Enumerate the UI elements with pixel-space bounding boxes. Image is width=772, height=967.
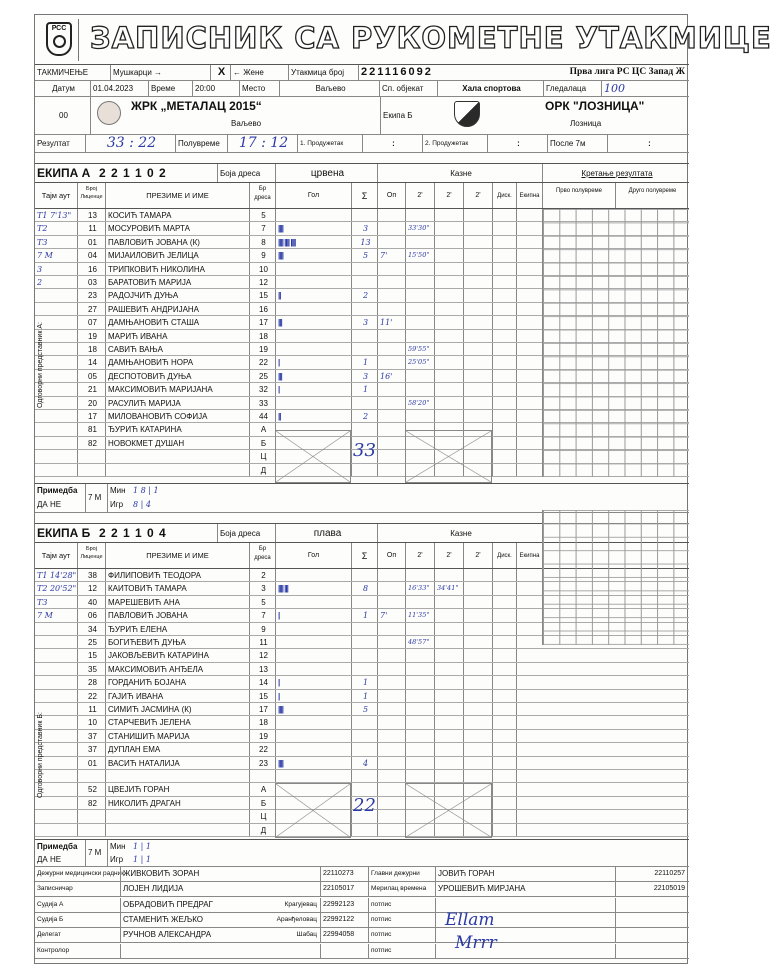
team-b-code: 2 2 1 1 0 4 <box>99 526 167 540</box>
home-crest-icon <box>97 101 121 125</box>
note-a-label: Примедба <box>37 486 78 495</box>
col-suspension-2-b: 2' <box>434 543 463 568</box>
team-a-note-row <box>35 483 689 513</box>
gender-mark: X <box>210 65 230 80</box>
match-number: 221116092 <box>358 65 453 80</box>
shield-icon <box>46 22 72 56</box>
team-b-penalties-label: Казне <box>377 524 542 542</box>
time-value: 20:00 <box>192 81 239 96</box>
note-a-igr-value: 8 | 4 <box>133 500 151 509</box>
team-a-color: црвена <box>275 164 377 182</box>
place-value: Ваљево <box>279 81 379 96</box>
result-label: Резултат <box>37 139 70 148</box>
col-team-penalty: Екипна <box>516 183 542 208</box>
final-score: 33 : 22 <box>85 135 175 152</box>
team-a-penalties-label: Казне <box>377 164 542 182</box>
note-b-igr-value: 1 | 1 <box>133 855 151 864</box>
team-b-label: ЕКИПА Б <box>37 526 91 540</box>
competition-row <box>35 65 689 81</box>
away-team-name: ОРК "ЛОЗНИЦА" <box>545 99 645 113</box>
team-b-total-goals: 22 <box>353 795 376 816</box>
team-a-representative-label: Одговорни представник А: <box>37 322 44 408</box>
team-b-color-label: Боја дреса <box>217 524 275 542</box>
half-score: 17 : 12 <box>227 135 297 152</box>
col-timeout: Тајм аут <box>41 191 71 200</box>
team-a-officials-goals-crossout <box>275 430 351 483</box>
away-crest-icon <box>454 101 480 127</box>
away-team-city: Лозница <box>570 119 602 128</box>
venue-value: Хала спортова <box>437 81 543 96</box>
team-b-officials-goals-crossout <box>275 783 351 838</box>
ot2-label: 2. Продужетак <box>422 135 487 152</box>
date-label: Датум <box>52 84 75 93</box>
team-a-column-headers <box>35 183 689 209</box>
col-timeout-b: Тајм аут <box>41 551 71 560</box>
result-row <box>35 135 689 153</box>
teams-row <box>35 97 689 135</box>
place-label: Место <box>239 81 279 96</box>
delegate-signature: Mrrr <box>455 933 497 953</box>
note-a-igr-label: Игр <box>107 498 131 512</box>
ball-icon <box>53 35 66 48</box>
col-number: Бр дреса <box>249 183 275 208</box>
note-b-min-value: 1 | 1 <box>133 842 151 851</box>
col-number-b: Бр дреса <box>249 543 275 568</box>
ot1-label: 1. Продужетак <box>297 135 362 152</box>
col-warning: Оп <box>377 183 405 208</box>
col-suspension-2: 2' <box>434 183 463 208</box>
team-b-officials-suspensions-crossout <box>405 783 492 838</box>
team-a-progress-label: Кретање резултата <box>542 164 689 182</box>
after7-score: : <box>607 135 689 152</box>
col-disqualification: Диск. <box>492 183 516 208</box>
time-label: Време <box>148 81 192 96</box>
referee-a-signature: Ellam <box>445 910 495 930</box>
competition-label: ТАКМИЧЕЊЕ <box>37 68 89 77</box>
col-name: ПРЕЗИМЕ И ИМЕ <box>105 183 249 208</box>
col-sum-b: Σ <box>351 543 377 568</box>
note-b-yes-no: ДА НЕ <box>37 855 62 864</box>
col-goals-b: Гол <box>275 543 351 568</box>
half-label: Полувреме <box>175 135 227 152</box>
col-sum: Σ <box>351 183 377 208</box>
col-license-b: Број Лиценце <box>77 543 105 568</box>
note-b-igr-label: Игр <box>107 853 131 867</box>
col-goals: Гол <box>275 183 351 208</box>
team-b-label: Екипа Б <box>380 97 450 134</box>
col-name-b: ПРЕЗИМЕ И ИМЕ <box>105 543 249 568</box>
women-label: ← Жене <box>230 65 288 80</box>
team-a-officials-suspensions-crossout <box>405 430 492 483</box>
note-a-min-value: 1 8 | 1 <box>133 486 159 495</box>
note-a-7m: 7 M <box>85 484 107 512</box>
federation-logo <box>39 19 79 61</box>
col-license: Број Лиценце <box>77 183 105 208</box>
team-a-header <box>35 163 689 183</box>
match-report-sheet: РСС ЗАПИСНИК СА РУКОМЕТНЕ УТАКМИЦЕ ТАКМИЧЕЊЕ Мушкарци → X ← Жене Утакмица број 221116092 Прва лига РС ЦС Запад Ж Датум 01.04.2023 Време 20:00 Место Ваљево Сп. објекат Хала спортова Гледалаца 100 00 ЖРК „МЕТАЛАЦ 2015“ Ваљево Екипа Б ОРК "ЛОЗНИЦА" Лозница Резултат 33 : 22 Полувреме 17 : 12 1. Продужетак : 2. Продужетак : После 7м : ЕКИПА А 2 2 1 1 0 2 Боја дреса црвена Казне Кретање резултата Тајм аут Број Лиценце ПРЕЗИМЕ И ИМЕ Бр дреса Гол Σ Оп 2' 2' 2' Диск. Екипна Прво полувреме Друго полувреме T1 7'13" 13 КОСИЋ ТАМАРА 5 T2 11 МОСУРОВИЋ МАРТА 7 |||| 3 33'30" T3 01 ПАВЛОВИЋ ЈОВАНА (К) 8 |||| |||| |||| 13 7 M 04 МИЈАИЛОВИЋ ЈЕЛИЦА 9 |||| 5 7' 15'50" 3 16 ТРИПКОВИЋ НИКОЛИНА 10 2 03 БАРАТОВИЋ МАРИЈА 12 23 РАДОЈЧИЋ ДУЊА 15 || 2 27 РАШЕВИЋ АНДРИЈАНА 16 07 ДАМЊАНОВИЋ СТАША 17 ||| 3 11' 19 МАРИЋ ИВАНА 18 18 САВИЋ ВАЊА 19 59'55" 14 ДАМЊАНОВИЋ НОРА 22 | 1 25'05" 05 ДЕСПОТОВИЋ ДУЊА 25 ||| 3 16' 21 МАКСИМОВИЋ МАРИЈАНА 32 | 1 20 РАСУЛИЋ МАРИЈА 33 58'20" 17 МИЛОВАНОВИЋ СОФИЈА 44 || 2 81 ЂУРИЋ КАТАРИНА А 82 НОВОКМЕТ ДУШАН Б Ц Д Одговорни представник А: 33 Примедба ДА НЕ 7 M Мин 1 8 | 1 Игр 8 | 4 ЕКИПА Б 2 2 1 1 0 4 Боја дреса плава Казне Тајм аут Број Лиценце ПРЕЗИМЕ И ИМЕ Бр дреса Гол Σ Оп 2' 2' 2' Диск. Екипна T1 14'28" 38 ФИЛИПОВИЋ ТЕОДОРА 2 T2 20'52" 12 КАИТОВИЋ ТАМАРА 3 |||| ||| 8 16'33" 34'41" T3 40 МАРЕШЕВИЋ АНА 5 7 M 06 ПАВЛОВИЋ ЈОВАНА 7 | 1 7' 11'35" 34 ЂУРИЋ ЕЛЕНА 9 25 БОГИЋЕВИЋ ДУЊА 11 48'57" 15 ЈАКОВЉЕВИЋ КАТАРИНА 12 35 МАКСИМОВИЋ АНЂЕЛА 13 28 ГОРДАНИЋ БОЈАНА 14 | 1 22 ГАЈИЋ ИВАНА 15 | 1 11 СИМИЋ ЈАСМИНА (К) 17 |||| 5 10 СТАРЧЕВИЋ ЈЕЛЕНА 18 37 СТАНИШИЋ МАРИЈА 19 37 ДУПЛАН ЕМА 22 01 ВАСИЋ НАТАЛИЈА 23 |||| 4 52 ЦВЕЈИЋ ГОРАН А 82 НИКОЛИЋ ДРАГАН Б Ц Д Одговорни представник Б: 22 Примедба ДА НЕ 7 M Мин 1 | 1 Игр 1 | 1 Дежурни медицински радник ЖИВКОВИЋ ЗОРАН 22110273 Главни дежурни ЈОВИЋ ГОРАН 22110257 Записничар ЛОЈЕН ЛИДИЈА 22105017 Мерилац времена УРОШЕВИЋ МИРЈАНА 22105019 Судија А ОБРАДОВИЋ ПРЕДРАГ Крагујевац 22992123 потпис Судија Б СТАМЕНИЋ ЖЕЉКО Аранђеловац 22992122 потпис Делегат РУЧНОВ АЛЕКСАНДРА Шабац 22994058 потпис Контролор потпис Ellam Mrrr <box>34 14 688 964</box>
after7-label: После 7м <box>547 135 607 152</box>
document-title: ЗАПИСНИК СА РУКОМЕТНЕ УТАКМИЦЕ <box>90 21 772 55</box>
date-row <box>35 81 689 97</box>
note-b-min-label: Мин <box>107 840 131 866</box>
col-first-half: Прво полувреме <box>542 183 615 208</box>
team-a-score-progress-grid <box>542 209 689 477</box>
team-code: 00 <box>59 111 68 120</box>
home-team-name: ЖРК „МЕТАЛАЦ 2015“ <box>131 99 262 113</box>
team-b-score-progress-continuation <box>542 510 689 645</box>
note-b-label: Примедба <box>37 842 78 851</box>
date-value: 01.04.2023 <box>90 81 148 96</box>
col-suspension-1-b: 2' <box>405 543 434 568</box>
col-suspension-3-b: 2' <box>463 543 492 568</box>
col-second-half: Друго полувреме <box>615 183 689 208</box>
col-suspension-1: 2' <box>405 183 434 208</box>
logo-text: РСС <box>51 25 67 32</box>
col-disqualification-b: Диск. <box>492 543 516 568</box>
match-no-label: Утакмица број <box>288 65 358 80</box>
men-label: Мушкарци → <box>110 65 210 80</box>
team-a-code: 2 2 1 1 0 2 <box>99 166 167 180</box>
col-warning-b: Оп <box>377 543 405 568</box>
away-team-block <box>450 97 689 134</box>
home-team-block <box>90 97 380 134</box>
ot1-score: : <box>362 135 422 152</box>
venue-label: Сп. објекат <box>379 81 437 96</box>
team-a-color-label: Боја дреса <box>217 164 275 182</box>
team-a-total-goals: 33 <box>353 440 376 461</box>
team-b-note-row <box>35 839 689 867</box>
col-suspension-3: 2' <box>463 183 492 208</box>
home-team-city: Ваљево <box>231 119 262 128</box>
spectators-value: 100 <box>601 81 689 96</box>
league-name: Прва лига РС ЦС Запад Ж <box>569 67 685 77</box>
note-a-yes-no: ДА НЕ <box>37 500 62 509</box>
header <box>35 15 772 65</box>
note-a-min-label: Мин <box>107 484 131 512</box>
ot2-score: : <box>487 135 547 152</box>
team-b-color: плава <box>275 524 377 542</box>
col-team-penalty-b: Екипна <box>516 543 542 568</box>
team-b-representative-label: Одговорни представник Б: <box>37 712 44 798</box>
team-a-label: ЕКИПА А <box>37 166 91 180</box>
spectators-label: Гледалаца <box>543 81 601 96</box>
note-b-7m: 7 M <box>85 840 107 866</box>
